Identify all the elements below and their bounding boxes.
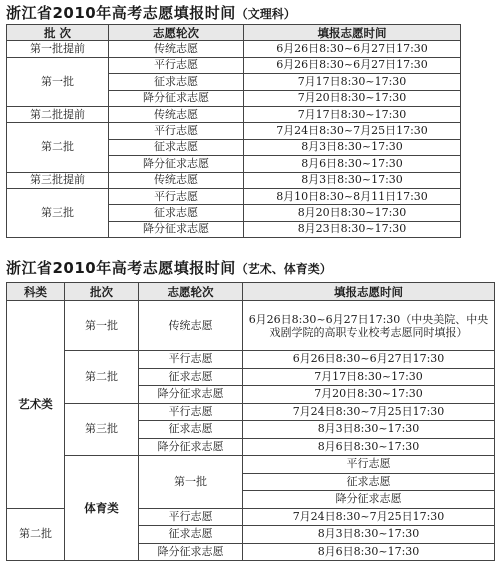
table2-title-main: 浙江省2010年高考志愿填报时间 [6, 259, 236, 277]
round-cell: 征求志愿 [139, 368, 243, 386]
table1-title-main: 浙江省2010年高考志愿填报时间 [6, 4, 236, 22]
table2-title-sub: （艺术、体育类） [235, 262, 332, 276]
table-row [7, 351, 495, 369]
table-row [7, 403, 495, 421]
round-cell: 平行志愿 [243, 456, 495, 474]
table1-header-round: 志愿轮次 [109, 25, 244, 41]
table2-header-row [7, 283, 495, 301]
round-cell: 平行志愿 [109, 123, 244, 139]
time-cell: 6月26日8:30~6月27日17:30 [244, 57, 461, 73]
time-cell: 8月6日8:30~17:30 [244, 156, 461, 172]
time-cell: 7月20日8:30~17:30 [243, 386, 495, 404]
time-cell: 7月24日8:30~7月25日17:30 [243, 403, 495, 421]
time-cell: 7月17日8:30~17:30 [244, 106, 461, 122]
round-cell: 降分征求志愿 [109, 156, 244, 172]
table2-title [6, 258, 332, 279]
batch-cell: 第二批 [7, 123, 109, 172]
round-cell: 征求志愿 [139, 526, 243, 544]
round-cell: 平行志愿 [109, 188, 244, 204]
round-cell: 征求志愿 [139, 421, 243, 439]
round-cell: 征求志愿 [109, 74, 244, 90]
table2-header-time: 填报志愿时间 [243, 283, 495, 301]
batch-cell: 第二批提前 [7, 106, 109, 122]
table-row [7, 456, 495, 474]
batch-cell: 第二批 [65, 351, 139, 404]
time-cell: 7月20日8:30~17:30 [244, 90, 461, 106]
round-cell: 降分征求志愿 [243, 491, 495, 509]
table-row [7, 57, 461, 73]
round-cell: 传统志愿 [109, 41, 244, 57]
round-cell: 平行志愿 [139, 351, 243, 369]
batch-cell: 第一批 [7, 57, 109, 106]
batch-cell: 第三批提前 [7, 172, 109, 188]
round-cell: 降分征求志愿 [139, 386, 243, 404]
time-cell: 8月23日8:30~17:30 [244, 221, 461, 237]
table1 [6, 24, 461, 238]
round-cell: 降分征求志愿 [109, 90, 244, 106]
table-row [7, 106, 461, 122]
batch-cell: 第三批 [65, 403, 139, 456]
table-row [7, 188, 461, 204]
batch-cell: 第一批 [139, 456, 243, 509]
time-cell: 6月26日8:30~6月27日17:30 [243, 351, 495, 369]
table2-header-batch: 批次 [65, 283, 139, 301]
time-cell: 6月26日8:30~6月27日17:30 [244, 41, 461, 57]
table-row [7, 301, 495, 351]
table1-title-sub: （文理科） [235, 7, 296, 21]
time-cell: 7月24日8:30~7月25日17:30 [244, 123, 461, 139]
table2 [6, 282, 495, 561]
round-cell: 平行志愿 [139, 508, 243, 526]
time-cell: 8月6日8:30~17:30 [243, 438, 495, 456]
time-cell: 7月17日8:30~17:30 [244, 74, 461, 90]
round-cell: 降分征求志愿 [109, 221, 244, 237]
round-cell: 征求志愿 [109, 205, 244, 221]
round-cell: 平行志愿 [109, 57, 244, 73]
batch-cell: 第一批 [65, 301, 139, 351]
round-cell: 传统志愿 [109, 106, 244, 122]
batch-cell: 第一批提前 [7, 41, 109, 57]
round-cell: 降分征求志愿 [139, 438, 243, 456]
table-row [7, 172, 461, 188]
round-cell: 征求志愿 [109, 139, 244, 155]
round-cell: 平行志愿 [139, 403, 243, 421]
time-cell: 8月3日8:30~17:30 [243, 421, 495, 439]
time-cell: 6月26日8:30~6月27日17:30（中央美院、中央戏剧学院的高职专业校考志愿同时填报） [243, 301, 495, 351]
time-cell: 8月3日8:30~17:30 [243, 526, 495, 544]
time-cell: 8月20日8:30~17:30 [244, 205, 461, 221]
table1-header-batch: 批 次 [7, 25, 109, 41]
table1-header-time: 填报志愿时间 [244, 25, 461, 41]
batch-cell: 第三批 [7, 188, 109, 237]
time-cell: 7月17日8:30~17:30 [243, 368, 495, 386]
category-cell-art: 艺术类 [7, 301, 65, 509]
table2-header-category: 科类 [7, 283, 65, 301]
time-cell: 8月10日8:30~8月11日17:30 [244, 188, 461, 204]
round-cell: 征求志愿 [243, 473, 495, 491]
table-row [7, 123, 461, 139]
table2-header-round: 志愿轮次 [139, 283, 243, 301]
category-cell-sport: 体育类 [65, 456, 139, 561]
time-cell: 8月3日8:30~17:30 [244, 139, 461, 155]
table1-header-row [7, 25, 461, 41]
time-cell: 8月3日8:30~17:30 [244, 172, 461, 188]
batch-cell: 第二批 [7, 508, 65, 561]
table-row [7, 41, 461, 57]
table1-title [6, 3, 296, 24]
round-cell: 降分征求志愿 [139, 543, 243, 561]
time-cell: 8月6日8:30~17:30 [243, 543, 495, 561]
round-cell: 传统志愿 [139, 301, 243, 351]
round-cell: 传统志愿 [109, 172, 244, 188]
time-cell: 7月24日8:30~7月25日17:30 [243, 508, 495, 526]
